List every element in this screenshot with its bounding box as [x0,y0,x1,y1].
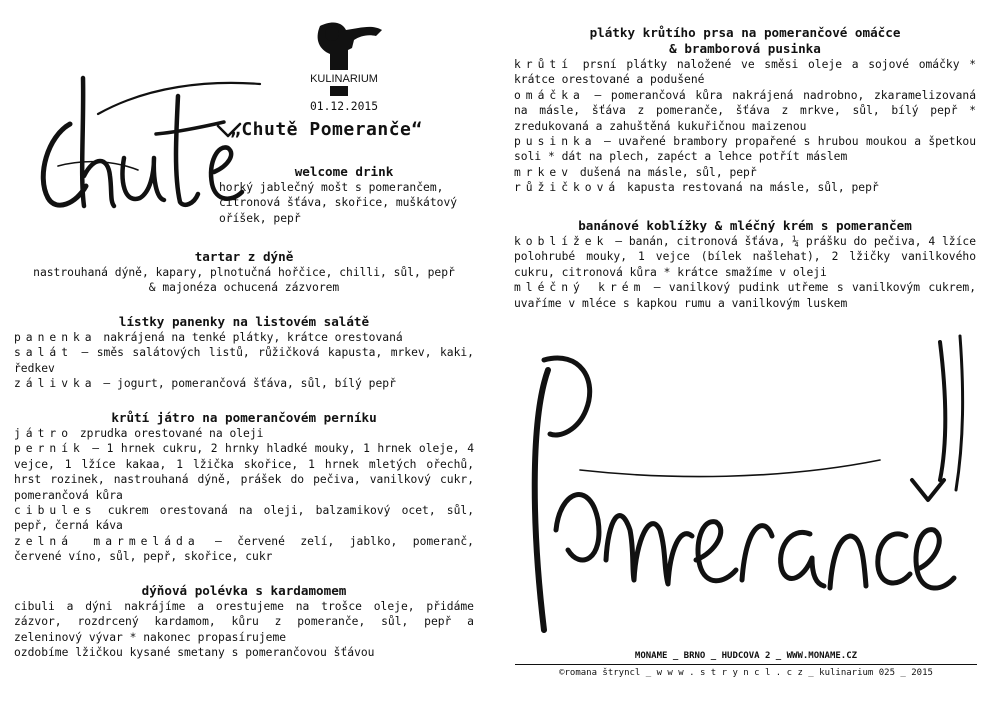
pernik-item [14,441,474,503]
item-label: omáčka [514,88,585,102]
footer-address: MONAME _ BRNO _ HUDCOVA 2 _ WWW.MONAME.CZ [634,651,858,661]
item-text: dušená na másle, sůl, pepř [579,165,757,179]
welcome-drink-line: oříšek, pepř [219,211,301,225]
item-text: prsní plátky naložené ve směsi oleje a sojové omáčky * krátce orestované a podušené [514,58,976,87]
item-label: salát [14,346,74,360]
salat-item [14,345,474,376]
kulinarium-logo [298,20,390,113]
jatro-section [14,410,474,565]
mlecny-krem-item [514,280,976,311]
item-label: zelná marmeláda [14,534,200,548]
tartar-heading: tartar z dýně [194,249,294,264]
footer-divider [515,664,977,665]
item-label: panenka [14,331,97,344]
zalivka-item [14,376,474,391]
item-label: pusinka [514,135,597,149]
tartar-section [14,249,474,296]
tartar-line: nastrouhaná dýně, kapary, plnotučná hořčice, chilli, sůl, pepř [33,266,455,279]
welcome-drink-line: horký jablečný mošt s pomerančem, [219,181,444,194]
item-label: mléčný krém [514,281,646,295]
welcome-drink-line: citronová šťáva, skořice, muškátový [219,196,458,210]
item-text: – 1 hrnek cukru, 2 hrnky hladké mouky, 1 hrnek oleje, 4 vejce, 1 lžíce kakaa, 1 lžička skořice, 1 hrnek mletých ořechů, hrst rozinek, nastrouhaná dýně, prášek do pečiva, vanilkový cukr, pomerančová kůra [14,442,474,502]
omacka-item [514,88,976,134]
panenka-section [14,314,474,392]
polevka-line: cibuli a dýni nakrájíme a orestujeme na trošce oleje, přidáme zázvor, rozdrcený kardamom, kůru z pomeranče, sůl, pepř a zeleninový vývar * nakonec propasírujeme [14,600,474,644]
welcome-drink-heading: welcome drink [294,164,394,179]
welcome-drink-section [219,164,469,226]
tartar-line: & majonéza ochucená zázvorem [148,281,340,295]
item-text: – uvařené brambory propařené s hrubou moukou a špetkou soli * dát na plech, zapéct a lehce potřít máslem [514,135,976,164]
jatro-item [14,426,474,441]
item-text: – červené zelí, jablko, pomeranč, červené víno, sůl, pepř, skořice, cukr [14,534,474,564]
logo-brand-text: KULINARIUM [310,73,378,85]
item-label: játro [14,427,74,440]
marmelada-item [14,534,474,565]
jatro-heading: krůtí játro na pomerančovém perníku [111,410,377,425]
item-label: koblížek [514,235,609,248]
chef-figure-icon [302,20,384,96]
koblizky-heading: banánové koblížky & mléčný krém s pomerančem [578,218,912,233]
item-text: zprudka orestované na oleji [79,427,264,440]
item-label: krůtí [514,58,574,71]
item-text: – směs salátových listů, růžičková kapusta, mrkev, kaki, ředkev [14,346,474,375]
pomerance-brush-lettering [520,330,970,645]
item-text: kapusta restovaná na másle, sůl, pepř [627,181,879,195]
kruti-heading: plátky krůtího prsa na pomerančové omáčce [589,25,901,40]
mrkev-item [514,165,976,180]
item-label: cibules [14,504,97,518]
item-text: – vanilkový pudink utřeme s vanilkovým cukrem, uvaříme v mléce s kapkou rumu a vanilkovým luskem [514,281,976,310]
kruti-item [514,57,976,88]
item-text: – jogurt, pomerančová šťáva, sůl, bílý pepř [96,377,396,391]
item-text: – banán, citronová šťáva, ¼ prášku do pečiva, 4 lžíce polohrubé mouky, 1 vejce (bílek našlehat), 2 lžičky vanilkového cukru, citronová kůra * krátce smažíme v oleji [514,235,976,279]
item-label: zálivka [14,377,97,391]
pusinka-item [514,134,976,165]
polevka-line: ozdobíme lžičkou kysané smetany s pomerančovou šťávou [14,646,375,660]
menu-title: „Chutě Pomeranče“ [230,119,423,140]
item-text: – pomerančová kůra nakrájená nadrobno, zkaramelizovaná na másle, šťáva z pomeranče, šťáva z mrkve, sůl, bílý pepř * zredukovaná a zahuštěná kukuřičnou maizenou [514,88,976,133]
polevka-section [14,583,474,661]
panenka-item [14,330,474,345]
koblizky-section [514,218,976,311]
kruti-section [514,25,976,196]
item-label: perník [14,442,85,456]
cibule-item [14,503,474,534]
footer [515,650,977,679]
item-label: růžičková [514,181,621,195]
footer-credits: ©romana štryncl _ w w w . s t r y n c l . c z _ kulinarium 025 _ 2015 [559,668,933,678]
item-text: nakrájená na tenké plátky, krátce orestovaná [103,331,403,344]
panenka-heading: lístky panenky na listovém salátě [118,314,370,329]
item-text: cukrem orestovaná na oleji, balzamikový ocet, sůl, pepř, černá káva [14,504,474,533]
polevka-heading: dýňová polévka s kardamomem [141,583,347,598]
item-label: mrkev [514,165,574,179]
menu-date: 01.12.2015 [309,100,378,113]
kruti-heading-2: & bramborová pusinka [669,41,821,56]
kapusta-item [514,180,976,195]
koblizek-item [514,234,976,280]
